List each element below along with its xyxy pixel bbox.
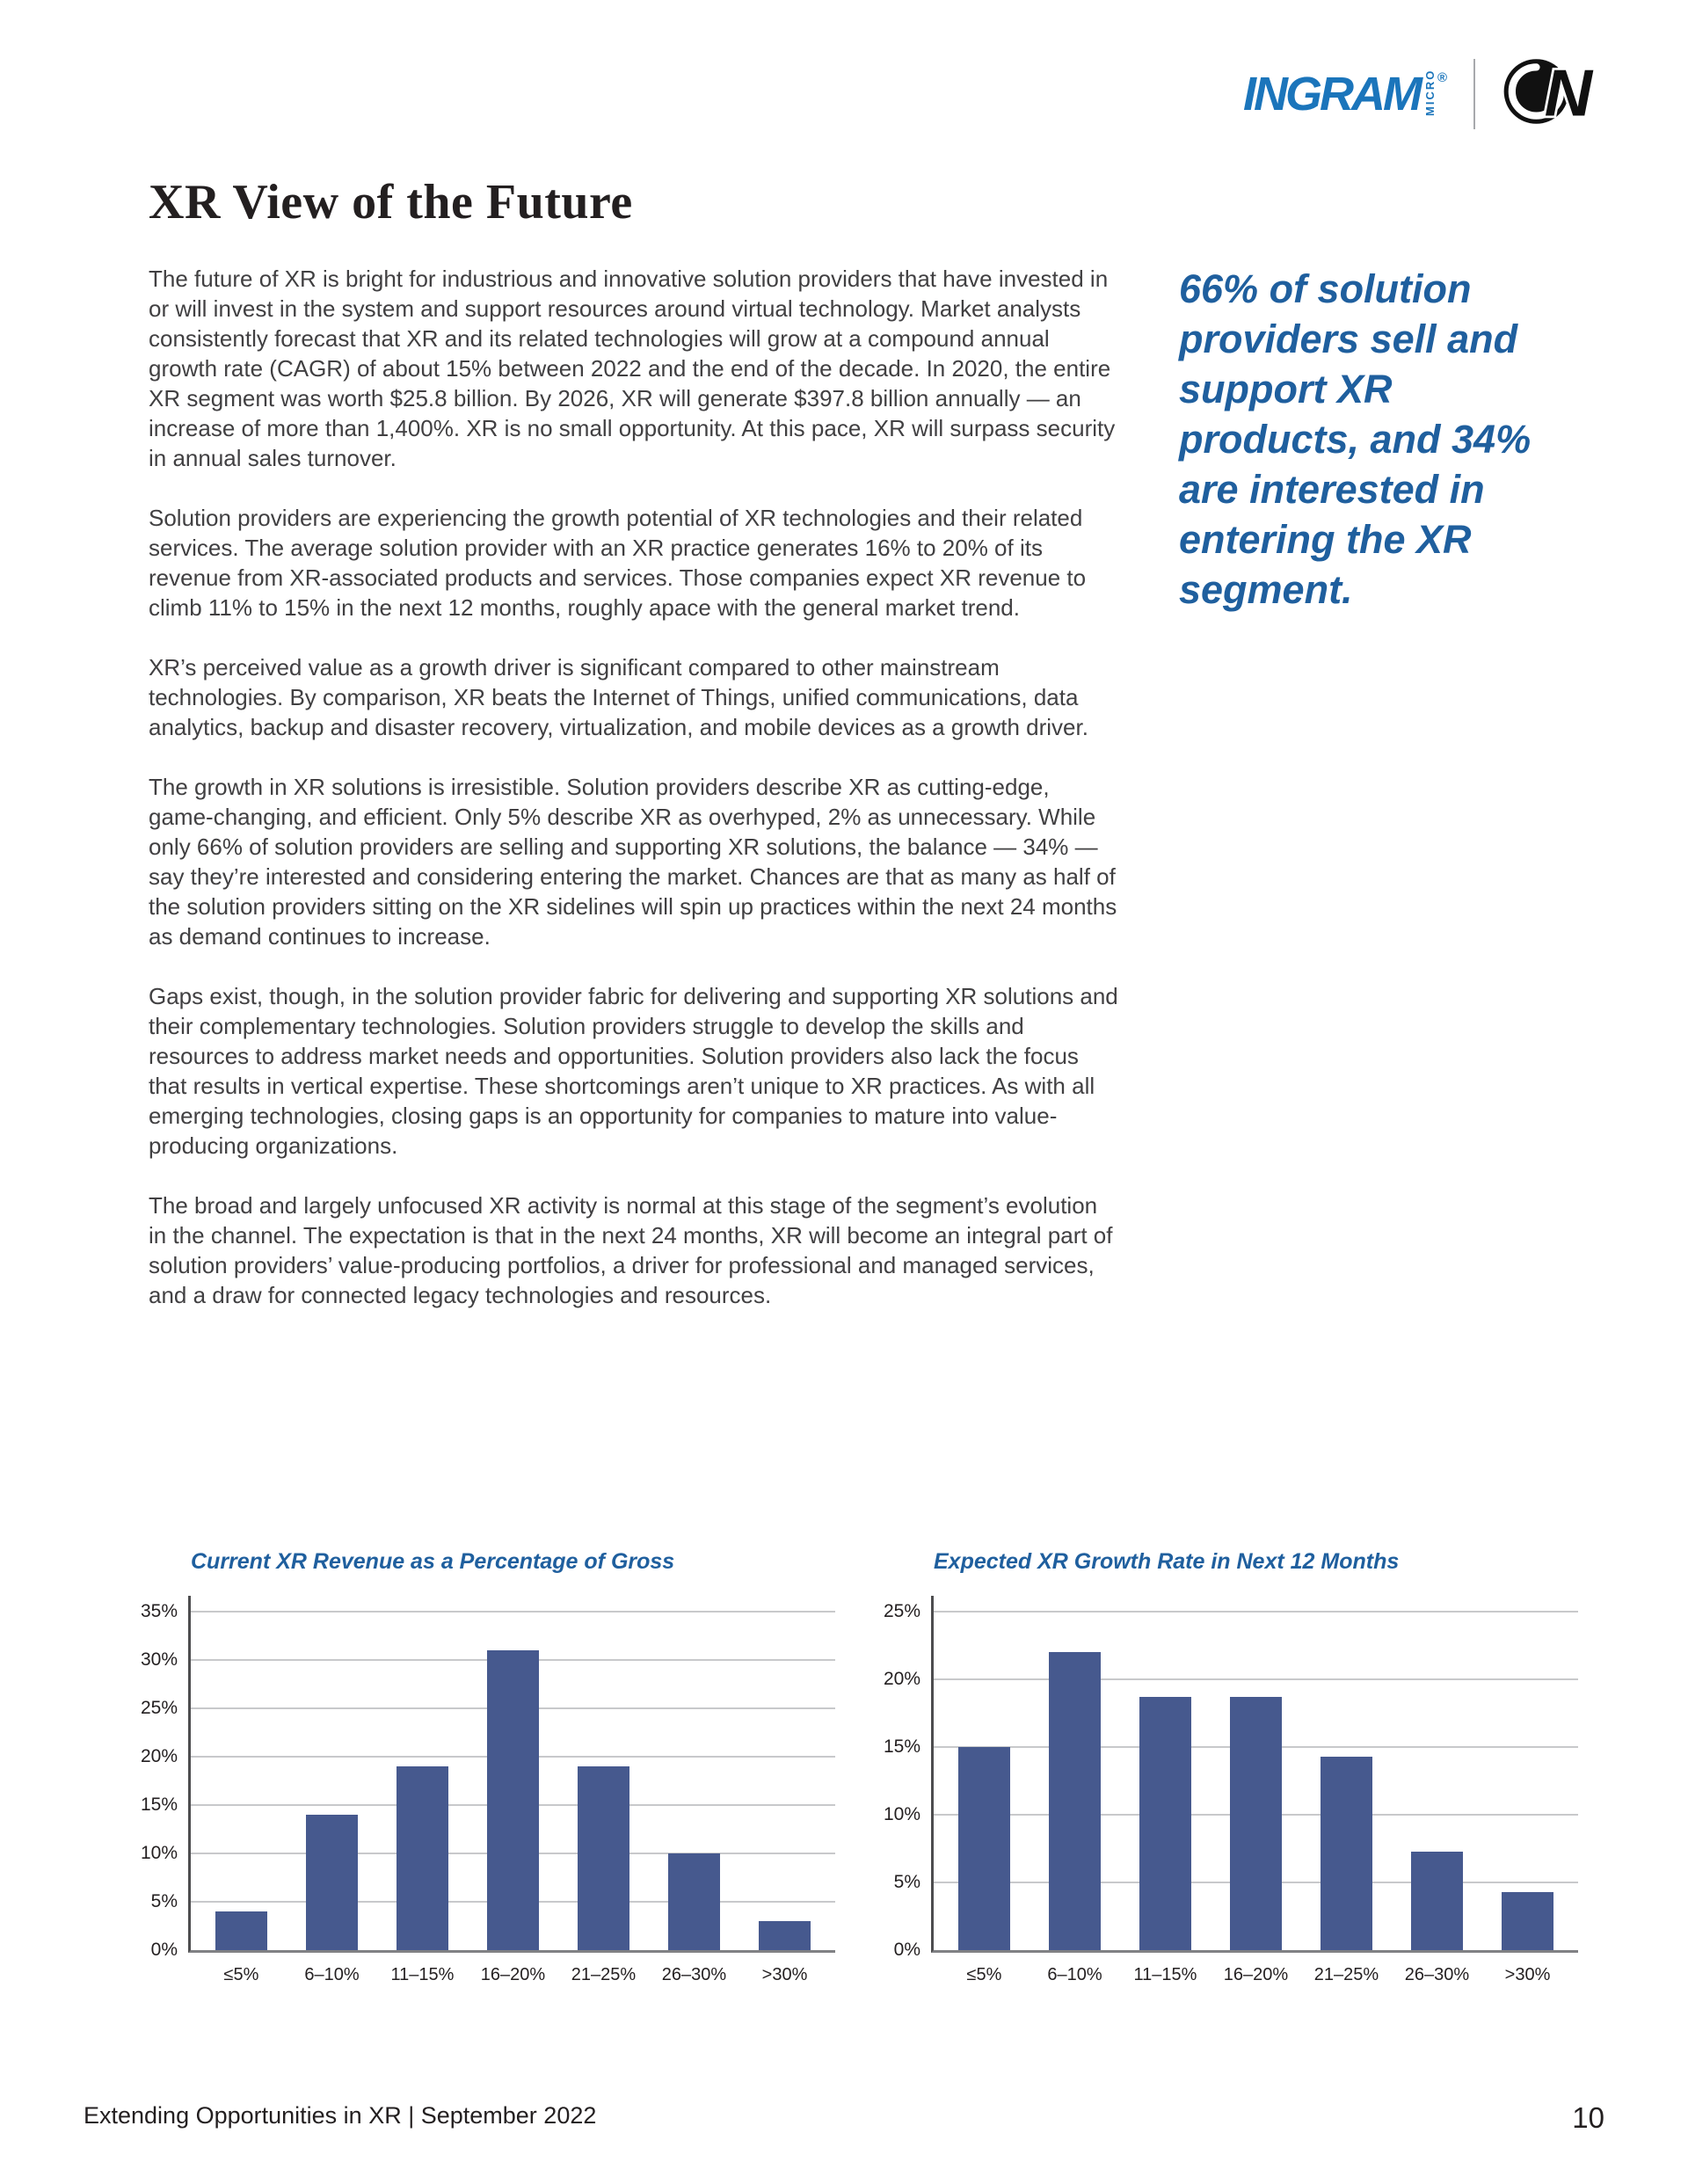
bar xyxy=(215,1911,268,1950)
page-number: 10 xyxy=(1572,2101,1604,2134)
y-tick-label: 0% xyxy=(893,1940,920,1960)
chart-expected-xr-growth xyxy=(875,1549,1578,1985)
body-paragraph: Gaps exist, though, in the solution provider fabric for delivering and supporting XR solutions and their complementary technologies. Solution providers struggle to develop the skills and resources to address market needs and opportunities. Solution providers also lack the focus that results in vertical expertise. These shortcomings aren’t unique to XR practices. As with all emerging technologies, closing gaps is an opportunity for companies to mature into value-producing organizations. xyxy=(149,983,1118,1159)
x-tick-label: 11–15% xyxy=(1133,1965,1197,1984)
bar xyxy=(487,1650,540,1950)
chart-title: Expected XR Growth Rate in Next 12 Months xyxy=(934,1549,1400,1574)
bar-slot xyxy=(377,1612,468,1950)
y-tick-label: 5% xyxy=(893,1872,920,1892)
bar xyxy=(1321,1757,1373,1950)
y-tick-label: 35% xyxy=(140,1601,178,1621)
chart-body xyxy=(132,1596,835,1960)
chart-title: Current XR Revenue as a Percentage of Gross xyxy=(191,1549,675,1574)
y-axis-labels xyxy=(132,1601,188,1960)
plot-inner xyxy=(934,1612,1578,1950)
plot-area xyxy=(188,1596,835,1953)
footer-text: Extending Opportunities in XR | September 2022 xyxy=(84,2102,597,2129)
svg-text:N: N xyxy=(1544,55,1593,130)
body-paragraph: The broad and largely unfocused XR activity is normal at this stage of the segment’s evolution in the channel. The expectation is that in the next 24 months, XR will become an integral part of solution providers’ value-producing portfolios, a driver for professional and managed services, and a draw for connected legacy technologies and resources. xyxy=(149,1192,1113,1308)
ingram-micro-logo xyxy=(1242,67,1447,120)
bar-slot xyxy=(1301,1612,1392,1950)
bar-slot xyxy=(1120,1612,1211,1950)
bar-slot xyxy=(287,1612,377,1950)
bar xyxy=(1411,1852,1464,1950)
bar-slot xyxy=(1482,1612,1573,1950)
y-tick-label: 20% xyxy=(140,1746,178,1766)
x-tick-label: >30% xyxy=(1504,1965,1551,1984)
y-tick-label: 10% xyxy=(883,1804,920,1824)
chart-body xyxy=(875,1596,1578,1960)
bars xyxy=(934,1612,1578,1950)
article-body xyxy=(149,264,1120,1340)
bar xyxy=(668,1853,721,1950)
x-tick-label: 11–15% xyxy=(390,1965,455,1984)
y-tick-label: 20% xyxy=(883,1669,920,1689)
x-tick-label: ≤5% xyxy=(966,1965,1002,1984)
page-title: XR View of the Future xyxy=(149,174,633,229)
body-paragraph: The growth in XR solutions is irresistible. Solution providers describe XR as cutting-edge, game-changing, and efficient. Only 5% describe XR as overhyped, 2% as unnecessary. While only 66% of solution providers are selling and supporting XR solutions, the balance — 34% — say they’re interested and considering entering the market. Chances are that as many as half of the solution providers sitting on the XR sidelines will spin up practices within the next 24 months as demand continues to increase. xyxy=(149,774,1117,950)
chart-current-xr-revenue xyxy=(132,1549,835,1985)
y-tick-label: 5% xyxy=(150,1891,178,1911)
plot-area xyxy=(931,1596,1578,1953)
x-axis-labels xyxy=(191,1953,835,1985)
bar xyxy=(578,1766,630,1950)
x-axis-labels xyxy=(934,1953,1578,1985)
logo-divider xyxy=(1473,59,1475,129)
bar xyxy=(1502,1892,1554,1950)
y-tick-label: 25% xyxy=(883,1601,920,1621)
bar xyxy=(1049,1652,1102,1950)
x-tick-label: 21–25% xyxy=(1313,1965,1379,1984)
bar xyxy=(306,1815,359,1950)
bar-slot xyxy=(468,1612,558,1950)
body-paragraph: Solution providers are experiencing the growth potential of XR technologies and their related services. The average solution provider with an XR practice generates 16% to 20% of its revenue from XR-associated products and services. Those companies expect XR revenue to climb 11% to 15% in the next 12 months, roughly apace with the general market trend. xyxy=(149,505,1087,621)
y-axis-labels xyxy=(875,1601,931,1960)
y-tick-label: 30% xyxy=(140,1649,178,1670)
header-logos xyxy=(1243,51,1600,136)
micro-wordmark: MICRO xyxy=(1422,69,1437,116)
bar-slot xyxy=(1211,1612,1301,1950)
bars xyxy=(191,1612,835,1950)
x-tick-label: 16–20% xyxy=(480,1965,546,1984)
x-tick-label: 6–10% xyxy=(304,1965,360,1984)
y-tick-label: 25% xyxy=(140,1698,178,1718)
bar xyxy=(958,1747,1011,1950)
bar-slot xyxy=(558,1612,649,1950)
body-paragraph: XR’s perceived value as a growth driver is significant compared to other mainstream technologies. By comparison, XR beats the Internet of Things, unified communications, data analytics, backup and disaster recovery, virtualization, and mobile devices as a growth driver. xyxy=(149,654,1088,740)
bar xyxy=(397,1766,449,1950)
plot-inner xyxy=(191,1612,835,1950)
y-tick-label: 15% xyxy=(140,1795,178,1815)
on-logo xyxy=(1502,51,1600,136)
x-tick-label: 21–25% xyxy=(571,1965,637,1984)
y-tick-label: 10% xyxy=(140,1843,178,1863)
ingram-wordmark: INGRAM xyxy=(1242,67,1420,120)
x-tick-label: 26–30% xyxy=(1404,1965,1470,1984)
bar-slot xyxy=(649,1612,739,1950)
x-tick-label: ≤5% xyxy=(223,1965,259,1984)
bar-slot xyxy=(1392,1612,1482,1950)
x-tick-label: 26–30% xyxy=(661,1965,727,1984)
pull-quote: 66% of solution providers sell and support XR products, and 34% are interested in entering the XR segment. xyxy=(1179,266,1532,612)
bar-slot xyxy=(196,1612,287,1950)
body-paragraph: The future of XR is bright for industrious and innovative solution providers that have invested in or will invest in the system and support resources around virtual technology. Market analysts consistently forecast that XR and its related technologies will grow at a compound annual growth rate (CAGR) of about 15% between 2022 and the end of the decade. In 2020, the entire XR segment was worth $25.8 billion. By 2026, XR will generate $397.8 billion annually — an increase of more than 1,400%. XR is no small opportunity. At this pace, XR will surpass security in annual sales turnover. xyxy=(149,266,1116,471)
x-tick-label: 16–20% xyxy=(1223,1965,1289,1984)
bar-slot xyxy=(739,1612,830,1950)
bar xyxy=(759,1921,811,1950)
y-tick-label: 15% xyxy=(883,1736,920,1757)
bar-slot xyxy=(939,1612,1030,1950)
bar xyxy=(1139,1697,1192,1950)
x-tick-label: 6–10% xyxy=(1047,1965,1102,1984)
x-tick-label: >30% xyxy=(761,1965,808,1984)
registered-trademark-icon: ® xyxy=(1437,69,1447,85)
bar-slot xyxy=(1030,1612,1120,1950)
y-tick-label: 0% xyxy=(150,1940,178,1960)
bar xyxy=(1230,1697,1283,1950)
